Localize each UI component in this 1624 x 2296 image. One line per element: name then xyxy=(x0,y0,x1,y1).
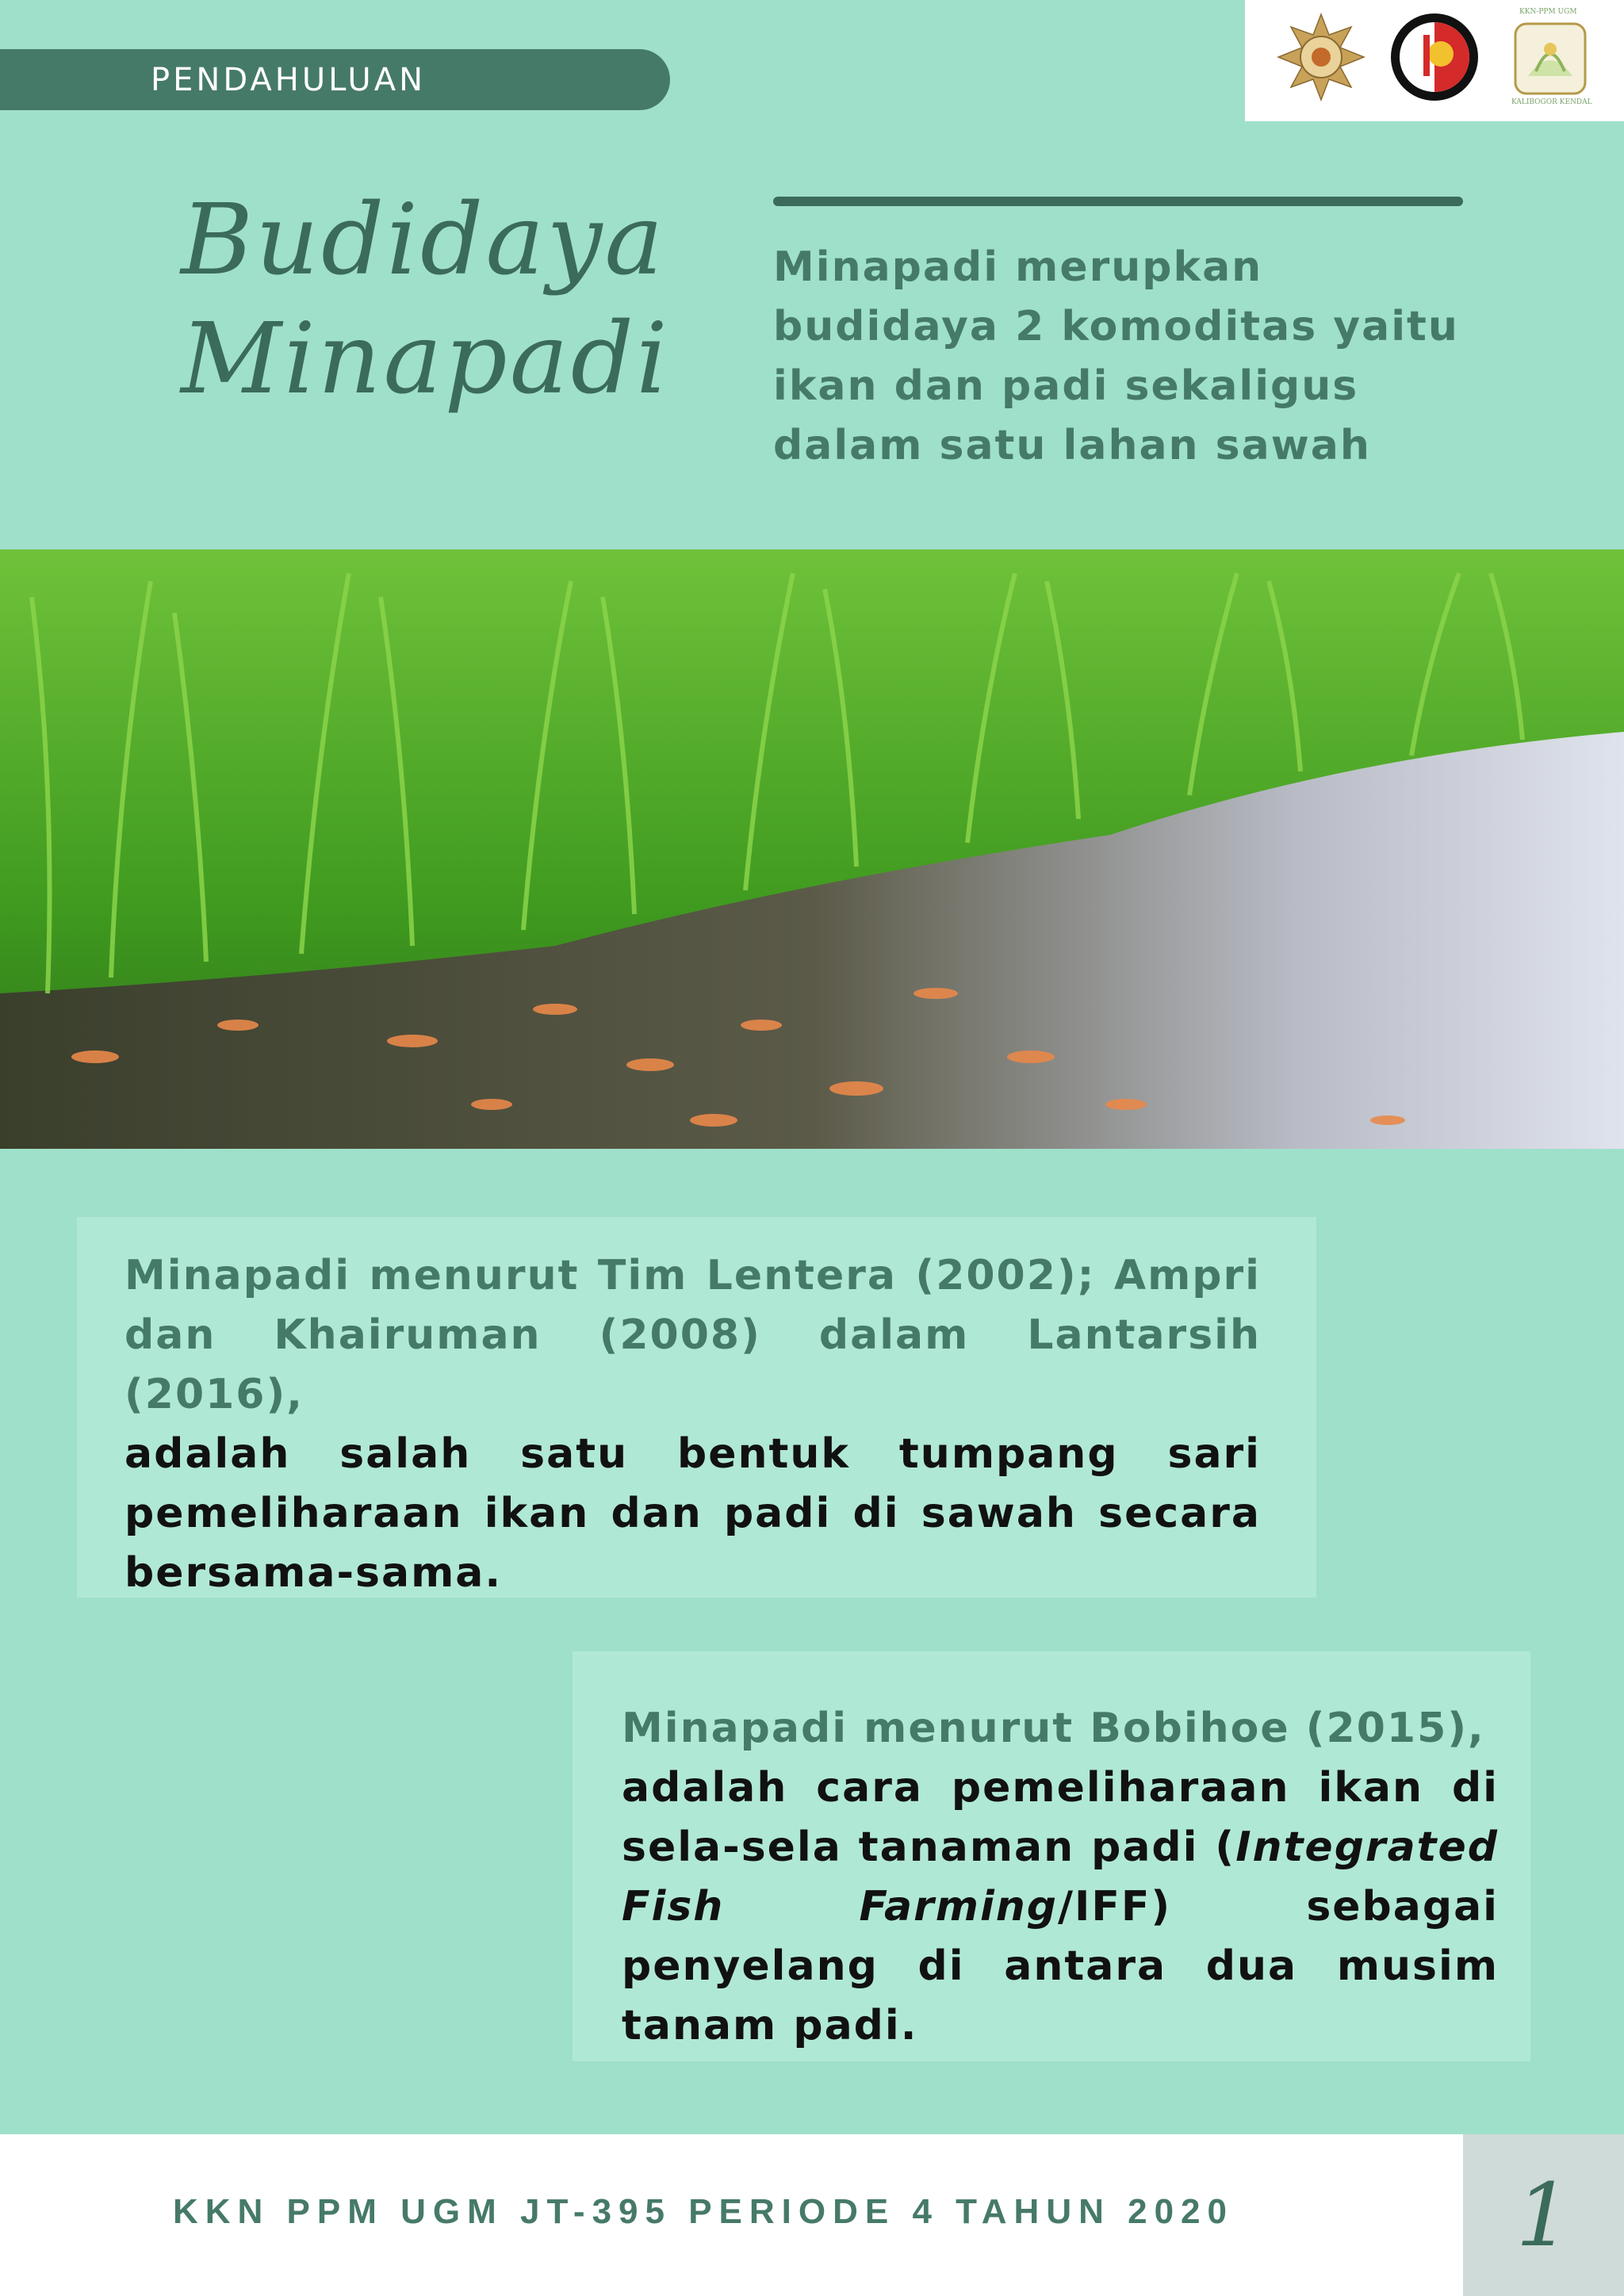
kkn-ppm-ugm-kalibogor-logo xyxy=(1508,8,1595,109)
section-label: PENDAHULUAN xyxy=(151,61,426,98)
page-title xyxy=(181,181,670,419)
definition-1-citation: Minapadi menurut Tim Lentera (2002); Ampri dan Khairuman (2008) dalam Lantarsih (2016), xyxy=(124,1252,1261,1418)
definition-2-body-start: adalah cara pemeliharaan ikan di sela-sela tanaman padi ( xyxy=(622,1764,1499,1871)
definition-2-body-end: /IFF) sebagai penyelang di antara dua musim tanam padi. xyxy=(622,1883,1499,2049)
definition-card-1 xyxy=(77,1217,1316,1598)
logo-text-bottom: KALIBOGOR KENDAL xyxy=(1511,98,1592,106)
ugm-seal-logo xyxy=(1275,11,1367,103)
intro-text: Minapadi merupkan budidaya 2 komoditas yaitu ikan dan padi sekaligus dalam satu lahan sawah xyxy=(773,243,1459,469)
rice-field-fish-photo xyxy=(0,549,1624,1149)
definition-1-body: adalah salah satu bentuk tumpang sari pemeliharaan ikan dan padi di sawah secara bersama-sama. xyxy=(124,1430,1261,1597)
logo-text-top: KKN-PPM UGM xyxy=(1519,8,1577,16)
definition-2-body-italic: Integrated Fish Farming xyxy=(622,1823,1499,1931)
kkn-ppm-ugm-logo xyxy=(1388,11,1480,103)
title-line-1: Budidaya xyxy=(181,183,666,297)
title-divider xyxy=(773,197,1463,206)
title-line-2: Minapadi xyxy=(181,302,670,416)
logo-bar xyxy=(1245,0,1624,121)
page-number: 1 xyxy=(1515,2164,1572,2266)
section-label-pill xyxy=(0,49,670,110)
definition-card-2 xyxy=(573,1651,1530,2061)
footer-text: KKN PPM UGM JT-395 PERIODE 4 TAHUN 2020 xyxy=(173,2192,1234,2231)
definition-2-citation: Minapadi menurut Bobihoe (2015), xyxy=(622,1705,1485,1752)
definition-2-body xyxy=(622,1758,1499,2056)
page-number-box xyxy=(1463,2134,1624,2296)
